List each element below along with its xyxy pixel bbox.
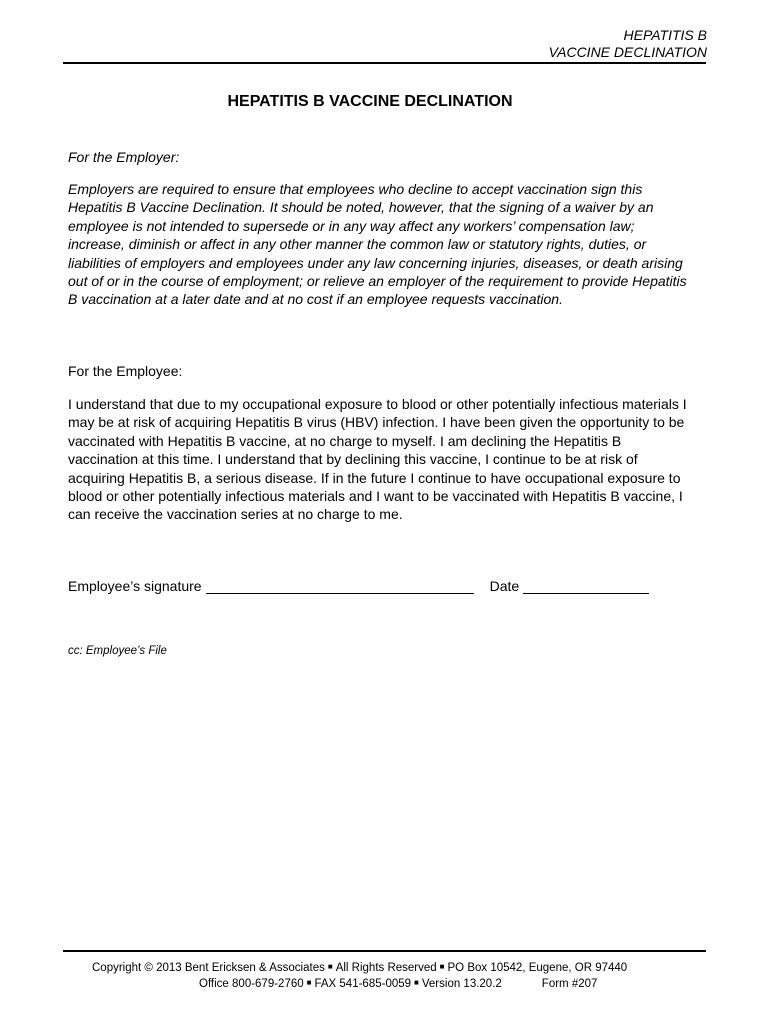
document-title: HEPATITIS B VACCINE DECLINATION <box>227 93 513 110</box>
top-divider <box>63 62 706 64</box>
footer-rights: All Rights Reserved <box>335 962 437 974</box>
separator-icon: ■ <box>414 978 419 987</box>
header-line-2: VACCINE DECLINATION <box>548 44 707 60</box>
employer-paragraph: Employers are required to ensure that employees who decline to accept vaccination sign this Hepatitis B Vaccine Declination. It should be noted, however, that the signing of a waiver by an employee is not intended to supersede or in any way affect any workers’ compensation law; increase, diminish or affect in any other manner the common law or statutory rights, duties, or liabilities of employers and employees under any law concerning injuries, diseases, or death arising out of or in the course of employment; or relieve an employer of the requirement to provide Hepatitis B vaccination at a later date and at no cost if an employee requests vaccination. <box>68 181 687 308</box>
employer-section-label: For the Employer: <box>68 149 180 165</box>
footer-office-phone: Office 800-679-2760 <box>199 978 304 990</box>
footer-line-1 <box>92 960 627 975</box>
employee-paragraph: I understand that due to my occupational exposure to blood or other potentially infectious materials I may be at risk of acquiring Hepatitis B virus (HBV) infection. I have been given the opportunity to be vaccinated with Hepatitis B vaccine, at no charge to myself. I am declining the Hepatitis B vaccination at this time. I understand that by declining this vaccine, I continue to be at risk of acquiring Hepatitis B, a serious disease. If in the future I continue to have occupational exposure to blood or other potentially infectious materials and I want to be vaccinated with Hepatitis B vaccine, I can receive the vaccination series at no charge to me. <box>68 396 687 523</box>
separator-icon: ■ <box>439 962 445 971</box>
footer-form-number: Form #207 <box>541 978 598 990</box>
date-line[interactable] <box>523 579 649 594</box>
document-header <box>549 27 707 61</box>
footer-copyright: Copyright © 2013 Bent Ericksen & Associates <box>92 962 325 974</box>
footer-fax: FAX 541-685-0059 <box>314 978 412 990</box>
footer-version: Version 13.20.2 <box>421 978 502 990</box>
separator-icon: ■ <box>306 978 312 987</box>
footer-po-box: PO Box 10542, Eugene, OR 97440 <box>447 962 628 974</box>
employee-section-label: For the Employee: <box>68 363 183 379</box>
signature-line[interactable] <box>206 579 474 594</box>
signature-label: Employee’s signature <box>68 578 202 594</box>
bottom-divider <box>63 950 706 952</box>
cc-note: cc: Employee’s File <box>68 645 167 657</box>
separator-icon: ■ <box>327 962 333 971</box>
date-label: Date <box>489 578 520 594</box>
signature-row <box>68 577 649 595</box>
header-line-1: HEPATITIS B <box>623 27 707 43</box>
footer-line-2 <box>199 976 597 991</box>
